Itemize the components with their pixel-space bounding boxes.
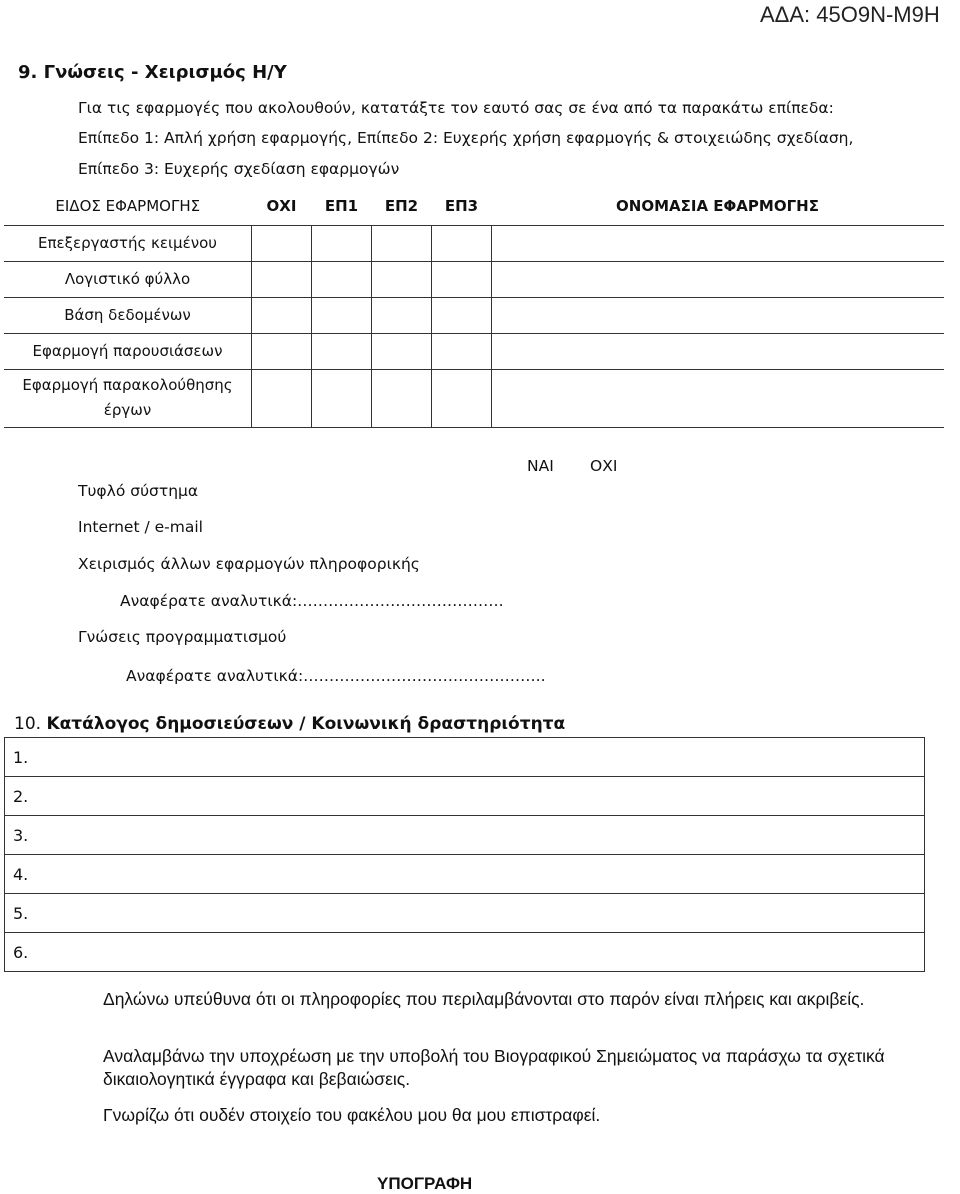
yes-label: ΝΑΙ bbox=[527, 457, 554, 475]
section-10-number: 10. bbox=[14, 714, 42, 734]
row-label bbox=[4, 369, 252, 427]
list-item[interactable]: 5. bbox=[5, 894, 925, 933]
level-3-cell[interactable] bbox=[432, 225, 492, 261]
no-cell[interactable] bbox=[252, 261, 312, 297]
no-cell[interactable] bbox=[252, 333, 312, 369]
list-item[interactable]: 4. bbox=[5, 855, 925, 894]
app-name-cell[interactable] bbox=[492, 261, 944, 297]
table-row bbox=[4, 333, 944, 369]
app-name-cell[interactable] bbox=[492, 333, 944, 369]
ada-code: ΑΔΑ: 45Ο9Ν-Μ9Η bbox=[760, 2, 940, 27]
table-row bbox=[4, 297, 944, 333]
level-1-cell[interactable] bbox=[312, 333, 372, 369]
header-level-2: ΕΠ2 bbox=[384, 196, 419, 215]
section-9-intro: Για τις εφαρμογές που ακολουθούν, κατατάξτε τον εαυτό σας σε ένα από τα παρακάτω επίπεδα: bbox=[78, 99, 834, 117]
declaration-2: Αναλαμβάνω την υποχρέωση με την υποβολή του Βιογραφικού Σημειώματος να παράσχω τα σχετικά δικαιολογητικά έγγραφα και βεβαιώσεις. bbox=[103, 1046, 885, 1089]
row-label-line-1: Εφαρμογή παρακολούθησης bbox=[22, 376, 233, 394]
app-name-cell[interactable] bbox=[492, 297, 944, 333]
section-10-heading bbox=[14, 714, 565, 734]
list-item[interactable]: 2. bbox=[5, 777, 925, 816]
declaration-3: Γνωρίζω ότι ουδέν στοιχείο του φακέλου μου θα μου επιστραφεί. bbox=[103, 1105, 601, 1125]
level-1-cell[interactable] bbox=[312, 261, 372, 297]
app-name-cell[interactable] bbox=[492, 225, 944, 261]
list-item[interactable]: 3. bbox=[5, 816, 925, 855]
level-1-cell[interactable] bbox=[312, 369, 372, 427]
level-1-cell[interactable] bbox=[312, 297, 372, 333]
detail-field-2[interactable]: Αναφέρατε αναλυτικά:……………………………………….. bbox=[126, 667, 546, 685]
row-label-line-2: έργων bbox=[103, 401, 152, 419]
level-3-cell[interactable] bbox=[432, 333, 492, 369]
level-2-cell[interactable] bbox=[372, 225, 432, 261]
level-1-cell[interactable] bbox=[312, 225, 372, 261]
blind-system-label: Τυφλό σύστημα bbox=[78, 482, 199, 500]
level-2-cell[interactable] bbox=[372, 297, 432, 333]
other-apps-label: Χειρισμός άλλων εφαρμογών πληροφορικής bbox=[78, 555, 420, 573]
applications-table bbox=[4, 187, 944, 428]
row-label: Εφαρμογή παρουσιάσεων bbox=[4, 333, 252, 369]
level-2-cell[interactable] bbox=[372, 333, 432, 369]
header-app-type: ΕΙΔΟΣ ΕΦΑΡΜΟΓΗΣ bbox=[55, 196, 201, 215]
level-2-cell[interactable] bbox=[372, 261, 432, 297]
level-3-cell[interactable] bbox=[432, 297, 492, 333]
level-2-cell[interactable] bbox=[372, 369, 432, 427]
no-cell[interactable] bbox=[252, 297, 312, 333]
section-10-title: Κατάλογος δημοσιεύσεων / Κοινωνική δραστηριότητα bbox=[46, 714, 566, 734]
table-row bbox=[4, 261, 944, 297]
detail-field-1[interactable]: Αναφέρατε αναλυτικά:…………………………………. bbox=[120, 592, 504, 610]
table-row bbox=[4, 225, 944, 261]
level-3-cell[interactable] bbox=[432, 261, 492, 297]
programming-label: Γνώσεις προγραμματισμού bbox=[78, 628, 287, 646]
header-level-1: ΕΠ1 bbox=[324, 196, 359, 215]
header-level-3: ΕΠ3 bbox=[444, 196, 479, 215]
level-3-cell[interactable] bbox=[432, 369, 492, 427]
app-name-cell[interactable] bbox=[492, 369, 944, 427]
no-cell[interactable] bbox=[252, 225, 312, 261]
levels-line-1: Επίπεδο 1: Απλή χρήση εφαρμογής, Επίπεδο 2: Ευχερής χρήση εφαρμογής & στοιχειώδης σχεδίαση, bbox=[78, 129, 854, 147]
row-label: Λογιστικό φύλλο bbox=[4, 261, 252, 297]
section-9-title: 9. Γνώσεις - Χειρισμός Η/Υ bbox=[18, 62, 287, 83]
signature-label: ΥΠΟΓΡΑΦΗ bbox=[377, 1174, 473, 1193]
no-cell[interactable] bbox=[252, 369, 312, 427]
row-label: Επεξεργαστής κειμένου bbox=[4, 225, 252, 261]
list-item[interactable]: 1. bbox=[5, 738, 925, 777]
internet-label: Internet / e-mail bbox=[78, 518, 203, 536]
declaration-1: Δηλώνω υπεύθυνα ότι οι πληροφορίες που περιλαμβάνονται στο παρόν είναι πλήρεις και ακριβείς. bbox=[103, 989, 865, 1009]
row-label: Βάση δεδομένων bbox=[4, 297, 252, 333]
no-label: ΟΧΙ bbox=[590, 457, 618, 475]
publications-table bbox=[4, 737, 925, 972]
list-item[interactable]: 6. bbox=[5, 933, 925, 972]
table-row bbox=[4, 369, 944, 427]
header-no: ΟΧΙ bbox=[266, 196, 297, 215]
header-app-name: ΟΝΟΜΑΣΙΑ ΕΦΑΡΜΟΓΗΣ bbox=[616, 196, 819, 215]
levels-line-2: Επίπεδο 3: Ευχερής σχεδίαση εφαρμογών bbox=[78, 160, 400, 178]
